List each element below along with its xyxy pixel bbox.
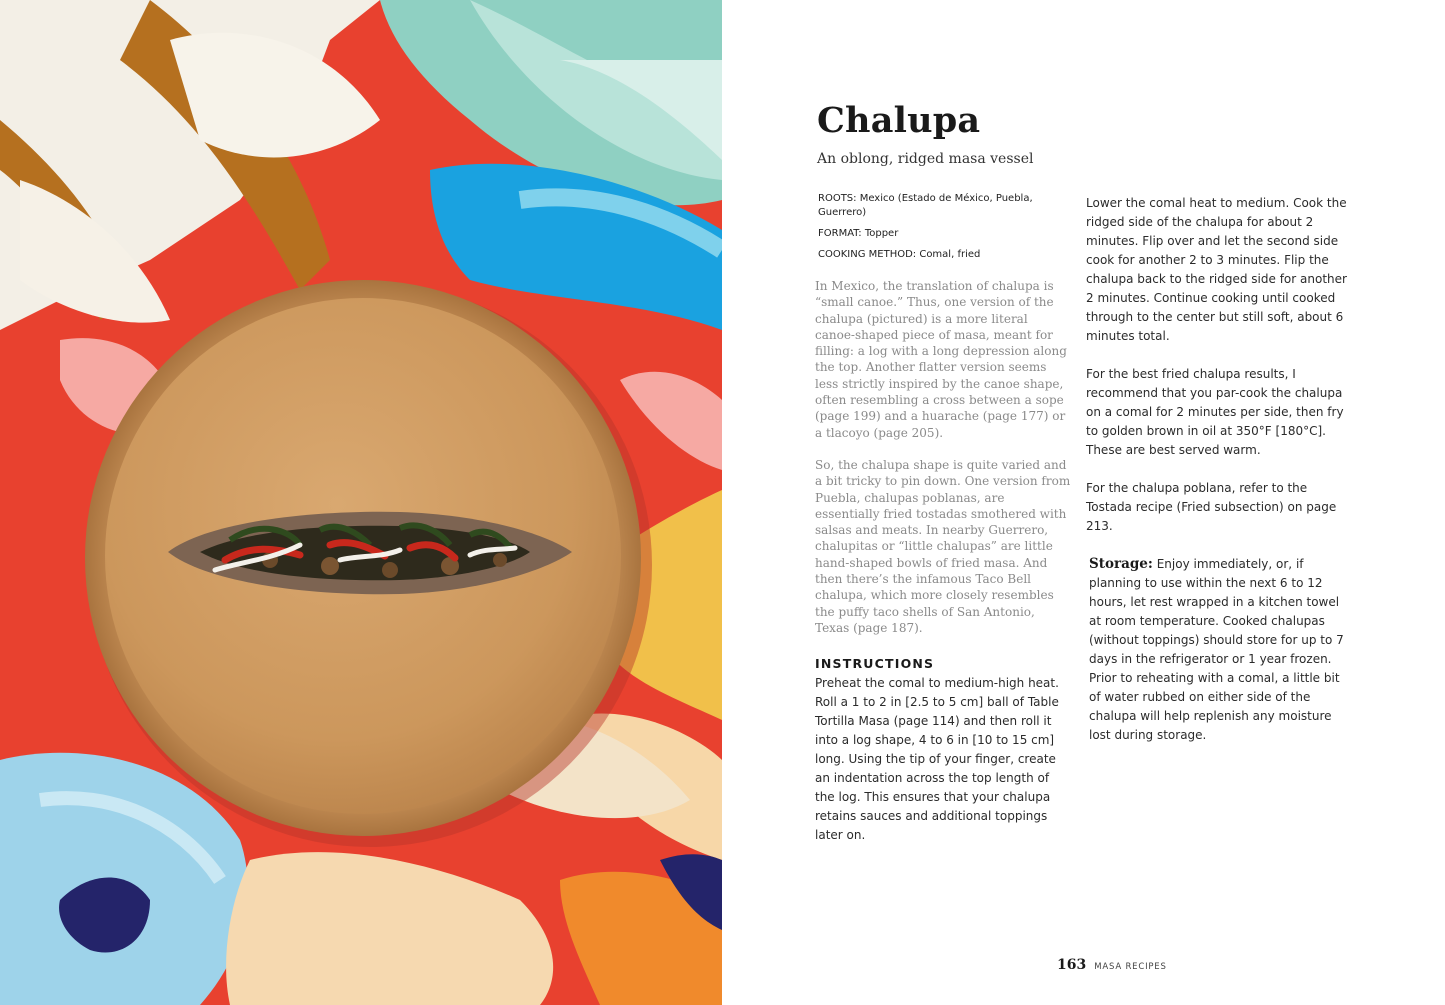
recipe-page: [722, 0, 1445, 1005]
format-meta: FORMAT: Topper: [818, 228, 899, 239]
recipe-photo: [0, 0, 722, 1005]
storage-text: Enjoy immediately, or, if planning to use within the next 6 to 12 hours, let rest wrapped in a kitchen towel at room temperature. Cooked chalupas (without toppings) should store for up to 7 days in the refrigerator or 1 year frozen. Prior to reheating with a comal, a little bit of water rubbed on either side of the chalupa will help replenish any moisture lost during storage.: [1089, 557, 1344, 742]
section-name: MASA RECIPES: [1094, 962, 1167, 972]
cooking-method-meta: COOKING METHOD: Comal, fried: [818, 249, 981, 260]
storage-label: Storage:: [1089, 556, 1153, 572]
recipe-subtitle: An oblong, ridged masa vessel: [817, 151, 1034, 167]
instructions-paragraph-2: Lower the comal heat to medium. Cook the ridged side of the chalupa for about 2 minutes. Flip over and let the second side cook for another 2 to 3 minutes. Flip the chalupa back to the ridged side for another 2 minutes. Continue cooking until cooked through to the center but still soft, about 6 minutes total.: [1086, 196, 1347, 343]
intro-paragraph-2: So, the chalupa shape is quite varied and a bit tricky to pin down. One version from Puebla, chalupas poblanas, are essentially fried tostadas smothered with salsas and meats. In nearby Guerrero, chalupitas or “little chalupas” are little hand-shaped bowls of fried masa. And then there’s the infamous Taco Bell chalupa, which more closely resembles the puffy taco shells of San Antonio, Texas (page 187).: [815, 457, 1071, 635]
page-footer: [1057, 957, 1167, 973]
fabric-and-plate-illustration: [0, 0, 722, 1005]
instructions-heading: INSTRUCTIONS: [815, 656, 935, 672]
intro-paragraph-1: In Mexico, the translation of chalupa is “small canoe.” Thus, one version of the chalupa (pictured) is a more literal canoe-shaped piece of masa, meant for filling: a log with a long depression along the top. Another flatter version seems less strictly inspired by the canoe shape, often resembling a cross between a sope (page 199) and a huarache (page 177) or a tlacoyo (page 205).: [815, 279, 1067, 440]
page-number: 163: [1057, 957, 1087, 973]
right-column: [1086, 194, 1348, 764]
left-column: [815, 192, 1071, 845]
page-title: Chalupa: [817, 100, 981, 141]
instructions-paragraph-3: For the best fried chalupa results, I recommend that you par-cook the chalupa on a comal for 2 minutes per side, then fry to golden brown in oil at 350°F [180°C]. These are best served warm.: [1086, 367, 1344, 457]
instructions-paragraph-1: Preheat the comal to medium-high heat. Roll a 1 to 2 in [2.5 to 5 cm] ball of Table Tortilla Masa (page 114) and then roll it into a log shape, 4 to 6 in [10 to 15 cm] long. Using the tip of your finger, create an indentation across the top length of the log. This ensures that your chalupa retains sauces and additional toppings later on.: [815, 676, 1059, 843]
storage-paragraph: [1089, 555, 1348, 745]
instructions-paragraph-4: For the chalupa poblana, refer to the Tostada recipe (Fried subsection) on page 213.: [1086, 481, 1337, 533]
roots-meta: ROOTS: Mexico (Estado de México, Puebla, Guerrero): [818, 193, 1033, 218]
